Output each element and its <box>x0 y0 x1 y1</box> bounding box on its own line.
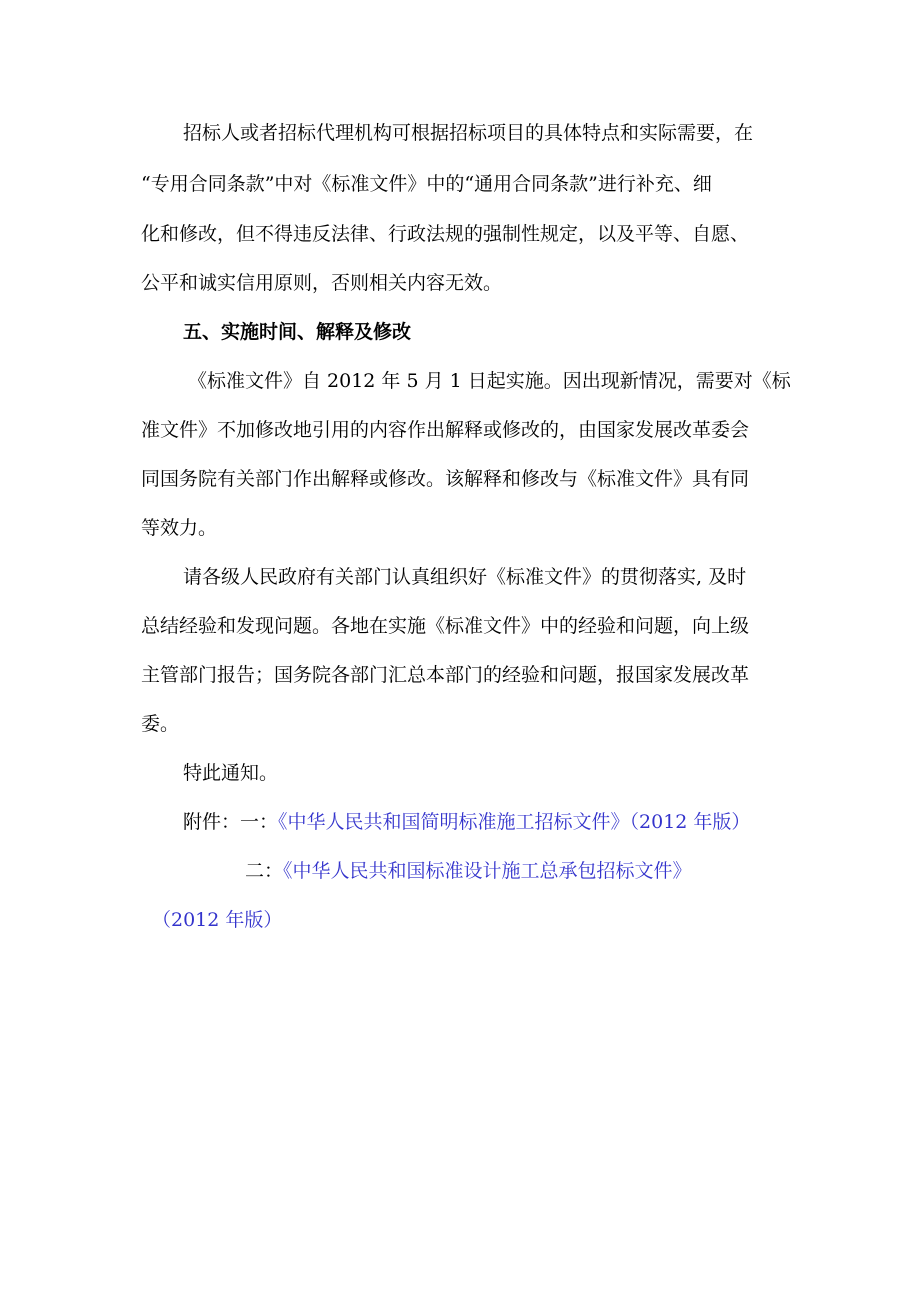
attachment-link-2[interactable]: 《中华人民共和国标准设计施工总承包招标文件》 <box>283 860 692 882</box>
section-5-heading: 五、实施时间、解释及修改 <box>183 321 412 343</box>
paragraph-3-line-3: 主管部门报告；国务院各部门汇总本部门的经验和问题，报国家发展改革 <box>141 664 750 686</box>
attachments-line-1 <box>183 810 750 834</box>
paragraph-1-line-3: 化和修改，但不得违反法律、行政法规的强制性规定，以及平等、自愿、 <box>141 223 750 245</box>
paragraph-3-line-1: 请各级人民政府有关部门认真组织好《标准文件》的贯彻落实, 及时 <box>183 566 747 588</box>
paragraph-3-line-4: 委。 <box>141 713 180 735</box>
paragraph-1-line-4: 公平和诚实信用原则，否则相关内容无效。 <box>141 272 503 294</box>
attachments-line-2 <box>245 859 692 883</box>
paragraph-1-line-2: “专用合同条款”中对《标准文件》中的“通用合同条款”进行补充、细 <box>141 173 712 195</box>
paragraph-2-line-4: 等效力。 <box>141 517 218 539</box>
paragraph-2-line-3: 同国务院有关部门作出解释或修改。该解释和修改与《标准文件》具有同 <box>141 468 750 490</box>
attachment-link-1[interactable]: 《中华人民共和国简明标准施工招标文件》（2012 年版） <box>278 811 751 833</box>
paragraph-3-line-2: 总结经验和发现问题。各地在实施《标准文件》中的经验和问题，向上级 <box>141 615 750 637</box>
attachment-link-2-continued[interactable]: （2012 年版） <box>152 909 283 931</box>
closing-text: 特此通知。 <box>183 762 279 784</box>
attachments-label-2: 二： <box>245 860 284 882</box>
paragraph-2-line-1: 《标准文件》自 2012 年 5 月 1 日起实施。因出现新情况，需要对《标 <box>188 370 791 392</box>
paragraph-1-line-1: 招标人或者招标代理机构可根据招标项目的具体特点和实际需要，在 <box>183 122 754 144</box>
attachments-label: 附件：一： <box>183 811 279 833</box>
paragraph-2-line-2: 准文件》不加修改地引用的内容作出解释或修改的，由国家发展改革委会 <box>141 419 750 441</box>
